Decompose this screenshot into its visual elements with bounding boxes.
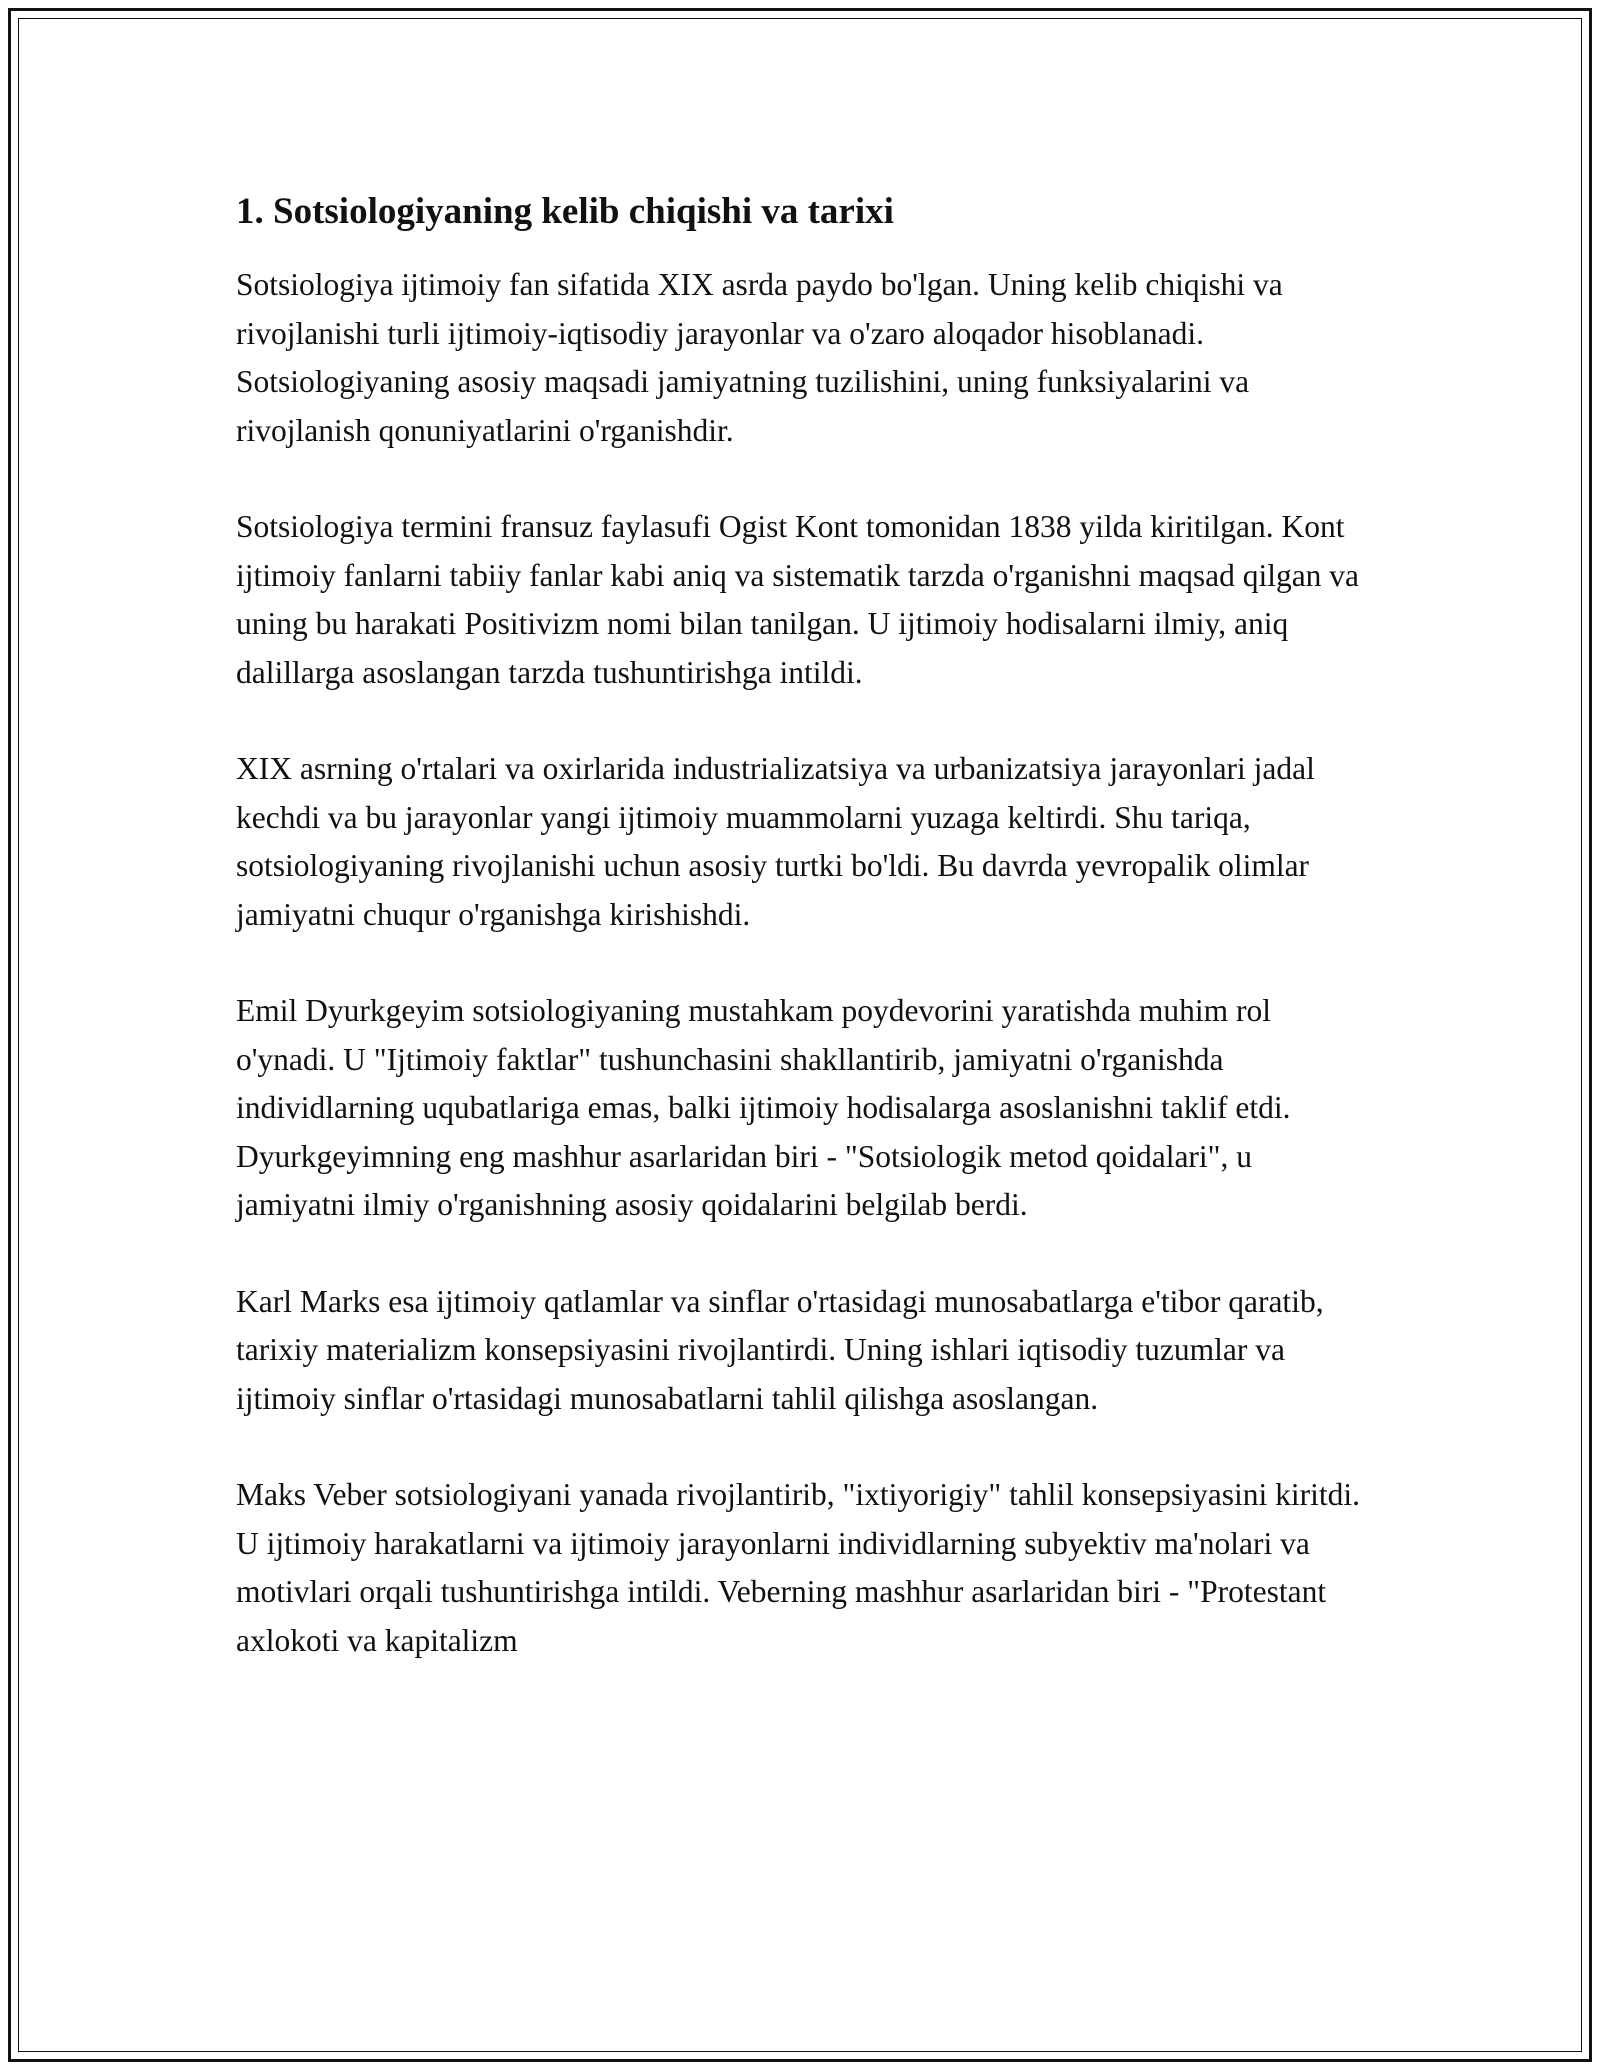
paragraph-weber: Maks Veber sotsiologiyani yanada rivojlantirib, "ixtiyorigiy" tahlil konsepsiyasini kiritdi. U ijtimoiy harakatlarni va ijtimoiy jarayonlarni individlarning subyektiv ma'nolari va motivlari orqali tushuntirishga intildi. Veberning mashhur asarlaridan biri - "Protestant axlokoti va kapitalizm — [236, 1477, 1361, 1658]
paragraph-industrialization: XIX asrning o'rtalari va oxirlarida industrializatsiya va urbanizatsiya jarayonlari jadal kechdi va bu jarayonlar yangi ijtimoiy muammolarni yuzaga keltirdi. Shu tariqa, sotsiologiyaning rivojlanishi uchun asosiy turtki bo'ldi. Bu davrda yevropalik olimlar jamiyatni chuqur o'rganishga kirishishdi. — [236, 751, 1315, 932]
paragraph-comte: Sotsiologiya termini fransuz faylasufi Ogist Kont tomonidan 1838 yilda kiritilgan. Kont ijtimoiy fanlarni tabiiy fanlar kabi aniq va sistematik tarzda o'rganishni maqsad qilgan va uning bu harakati Positivizm nomi bilan tanilgan. U ijtimoiy hodisalarni ilmiy, aniq dalillarga asoslangan tarzda tushuntirishga intildi. — [236, 509, 1360, 690]
paragraph-marx: Karl Marks esa ijtimoiy qatlamlar va sinflar o'rtasidagi munosabatlarga e'tibor qaratib, tarixiy materializm konsepsiyasini rivojlantirdi. Uning ishlari iqtisodiy tuzumlar va ijtimoiy sinflar o'rtasidagi munosabatlarni tahlil qilishga asoslangan. — [236, 1283, 1324, 1416]
document-body — [236, 186, 1366, 1665]
paragraph-origin: Sotsiologiya ijtimoiy fan sifatida XIX asrda paydo bo'lgan. Uning kelib chiqishi va rivojlanishi turli ijtimoiy-iqtisodiy jarayonlar va o'zaro aloqador hisoblanadi. Sotsiologiyaning asosiy maqsadi jamiyatning tuzilishini, uning funksiyalarini va rivojlanish qonuniyatlarini o'rganishdir. — [236, 267, 1283, 448]
paragraph-durkheim: Emil Dyurkgeyim sotsiologiyaning mustahkam poydevorini yaratishda muhim rol o'ynadi. U "Ijtimoiy faktlar" tushunchasini shakllantirib, jamiyatni o'rganishda individlarning uqubatlariga emas, balki ijtimoiy hodisalarga asoslanishni taklif etdi. Dyurkgeyimning eng mashhur asarlaridan biri - "Sotsiologik metod qoidalari", u jamiyatni ilmiy o'rganishning asosiy qoidalarini belgilab berdi. — [236, 993, 1291, 1222]
section-heading: 1. Sotsiologiyaning kelib chiqishi va tarixi — [236, 191, 894, 232]
